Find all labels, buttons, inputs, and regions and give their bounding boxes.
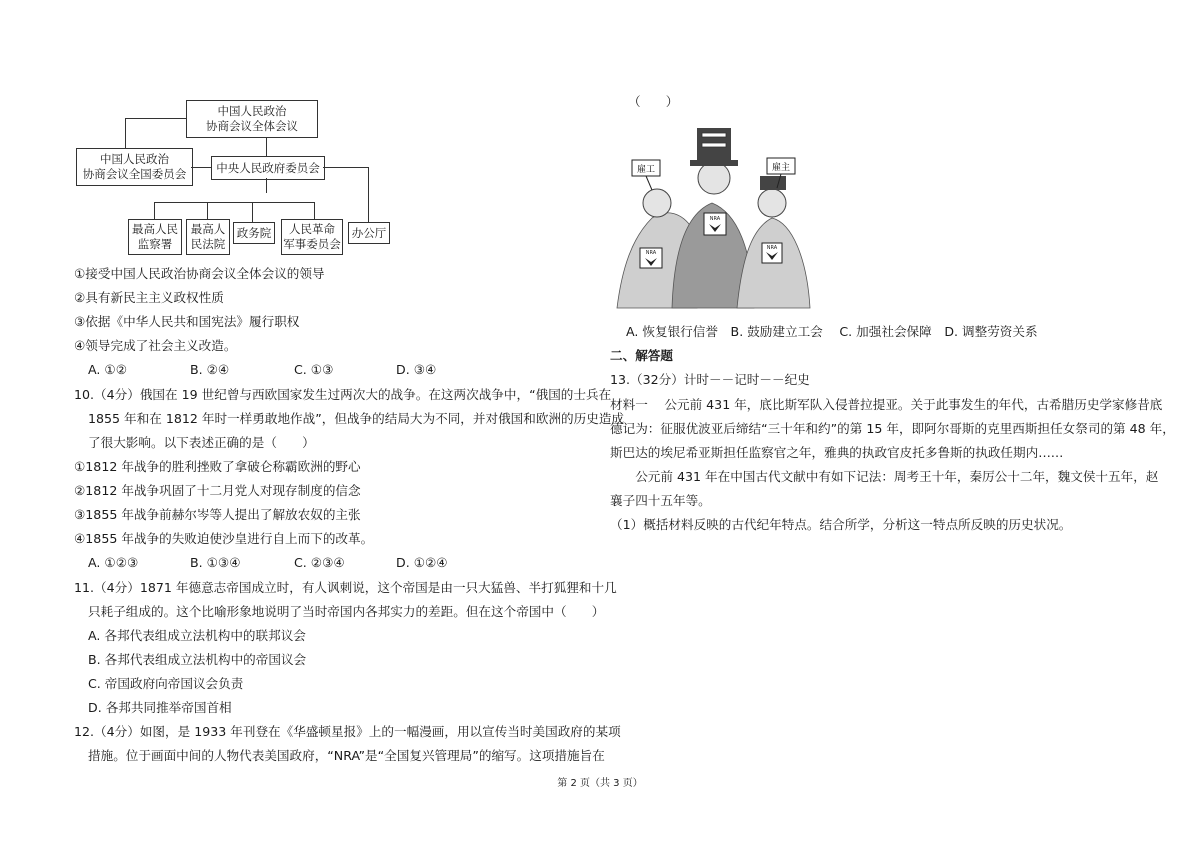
q10-choice-a[interactable]: A. ①②③ xyxy=(88,555,139,570)
q10-stem-1: 10.（4分）俄国在 19 世纪曾与西欧国家发生过两次大的战争。在这两次战争中，“俄国的士兵在 xyxy=(74,387,612,402)
q13-material-1: 材料一 公元前 431 年，底比斯军队入侵普拉提亚。关于此事发生的年代，古希腊历史学家修昔底 xyxy=(610,397,1163,412)
chart-text: 民法院 xyxy=(190,237,226,251)
chart-connector xyxy=(125,118,187,119)
q13-material-3: 斯巴达的埃尼希亚斯担任监察官之年，雅典的执政官皮托多鲁斯的执政任期内…… xyxy=(610,445,1064,460)
q11-choice-c[interactable]: C. 帝国政府向帝国议会负责 xyxy=(88,676,244,691)
q9-choice-a[interactable]: A. ①② xyxy=(88,362,127,377)
q13-material-4: 公元前 431 年在中国古代文献中有如下记法：周考王十年，秦厉公十二年，魏文侯十五年，赵 xyxy=(610,469,1159,484)
q10-choice-c[interactable]: C. ②③④ xyxy=(294,555,345,570)
chart-box-government-council xyxy=(233,222,275,244)
chart-text: 最高人民 xyxy=(132,222,178,236)
q11-stem-1: 11.（4分）1871 年德意志帝国成立时，有人讽刺说，这个帝国是由一只大猛兽、半打狐狸和十几 xyxy=(74,580,617,595)
q10-choice-b[interactable]: B. ①③④ xyxy=(190,555,241,570)
page-footer: 第 2 页（共 3 页） xyxy=(557,778,643,789)
chart-text: 协商会议全体会议 xyxy=(206,119,298,133)
q10-option-2: ②1812 年战争巩固了十二月党人对现存制度的信念 xyxy=(74,483,361,498)
q11-choice-d[interactable]: D. 各邦共同推举帝国首相 xyxy=(88,700,232,715)
q9-choice-c[interactable]: C. ①③ xyxy=(294,362,334,377)
q9-choice-d[interactable]: D. ③④ xyxy=(396,362,437,377)
svg-text:NRA: NRA xyxy=(709,216,721,222)
chart-text: 中央人民政府委员会 xyxy=(216,160,320,175)
chart-connector xyxy=(252,202,253,223)
chart-connector xyxy=(266,178,267,193)
chart-connector xyxy=(207,202,208,220)
q9-option-1: ①接受中国人民政治协商会议全体会议的领导 xyxy=(74,266,325,281)
chart-connector xyxy=(191,167,212,168)
chart-connector xyxy=(368,167,369,223)
chart-text: 政务院 xyxy=(236,225,272,240)
cartoon-label-worker: 雇工 xyxy=(636,165,656,175)
chart-text: 监察署 xyxy=(137,237,173,251)
chart-connector xyxy=(154,202,155,220)
q13-material-5: 襄子四十五年等。 xyxy=(610,493,711,508)
svg-text:NRA: NRA xyxy=(766,245,778,251)
q9-option-4: ④领导完成了社会主义改造。 xyxy=(74,338,237,353)
chart-connector xyxy=(314,202,315,220)
cartoon-label-employer: 雇主 xyxy=(771,163,791,173)
q9-choice-b[interactable]: B. ②④ xyxy=(190,362,230,377)
q13-heading: 13.（32分）计时－－记时－－纪史 xyxy=(610,372,810,387)
chart-text: 人民革命 xyxy=(289,222,335,236)
chart-connector xyxy=(125,118,126,149)
q9-option-2: ②具有新民主主义政权性质 xyxy=(74,290,224,305)
chart-box-general-office xyxy=(348,222,390,244)
svg-text:NRA: NRA xyxy=(645,250,657,256)
section-heading: 二、解答题 xyxy=(610,348,673,363)
q11-choice-a[interactable]: A. 各邦代表组成立法机构中的联邦议会 xyxy=(88,628,306,643)
chart-text: 最高人 xyxy=(190,222,226,236)
chart-text: 军事委员会 xyxy=(283,237,341,251)
nra-cartoon-image xyxy=(612,118,812,313)
q10-option-3: ③1855 年战争前赫尔岑等人提出了解放农奴的主张 xyxy=(74,507,361,522)
chart-text: 办公厅 xyxy=(351,225,387,240)
q12-stem-2: 措施。位于画面中间的人物代表美国政府，“NRA”是“全国复兴管理局”的缩写。这项措施旨在 xyxy=(88,748,605,763)
chart-box-cppcc-plenary xyxy=(186,100,318,138)
chart-text: 协商会议全国委员会 xyxy=(82,167,187,181)
q13-subquestion-1: （1）概括材料反映的古代纪年特点。结合所学，分析这一特点所反映的历史状况。 xyxy=(610,517,1072,532)
q9-option-3: ③依据《中华人民共和国宪法》履行职权 xyxy=(74,314,300,329)
chart-text: 中国人民政治 xyxy=(217,104,287,118)
chart-box-military-commission xyxy=(281,219,343,255)
chart-box-procuratorate xyxy=(128,219,182,255)
q10-stem-3: 了很大影响。以下表述正确的是（ ） xyxy=(88,435,315,450)
chart-connector xyxy=(323,167,369,168)
q11-choice-b[interactable]: B. 各邦代表组成立法机构中的帝国议会 xyxy=(88,652,307,667)
q10-stem-2: 1855 年和在 1812 年时一样勇敢地作战”，但战争的结局大为不同，并对俄国和欧洲的历史造成 xyxy=(88,411,625,426)
q12-choices[interactable]: A. 恢复银行信誉 B. 鼓励建立工会 C. 加强社会保障 D. 调整劳资关系 xyxy=(626,324,1038,339)
q10-option-1: ①1812 年战争的胜利挫败了拿破仑称霸欧洲的野心 xyxy=(74,459,361,474)
q10-choice-d[interactable]: D. ①②④ xyxy=(396,555,448,570)
chart-box-cppcc-national-committee xyxy=(76,148,193,186)
chart-text: 中国人民政治 xyxy=(100,152,169,166)
chart-connector xyxy=(154,202,315,203)
chart-connector xyxy=(266,137,267,157)
q12-stem-1: 12.（4分）如图，是 1933 年刊登在《华盛顿星报》上的一幅漫画，用以宣传当时美国政府的某项 xyxy=(74,724,621,739)
q13-material-2: 德记为：征服优波亚后缔结“三十年和约”的第 15 年，即阿尔哥斯的克里西斯担任女祭司的第 48 年， xyxy=(610,421,1175,436)
chart-box-supreme-court xyxy=(186,219,230,255)
chart-box-central-government xyxy=(211,156,325,180)
q10-option-4: ④1855 年战争的失败迫使沙皇进行自上而下的改革。 xyxy=(74,531,374,546)
q12-answer-paren: （ ） xyxy=(628,94,679,109)
q11-stem-2: 只耗子组成的。这个比喻形象地说明了当时帝国内各邦实力的差距。但在这个帝国中（ ） xyxy=(88,604,605,619)
